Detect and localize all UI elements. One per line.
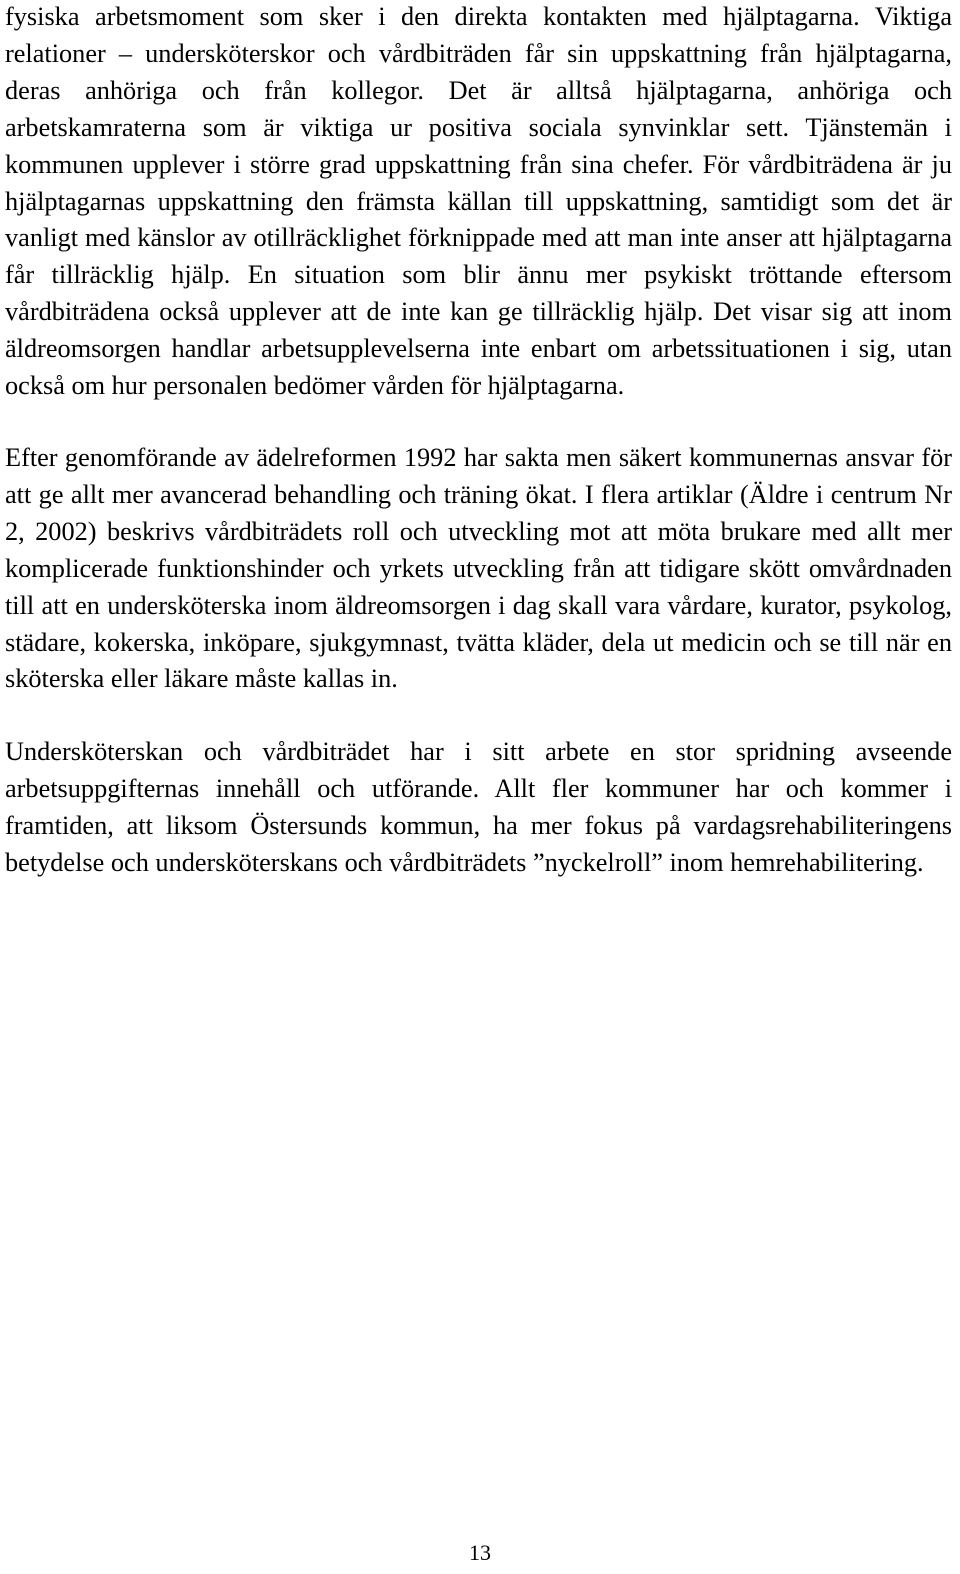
paragraph-2: Efter genomförande av ädelreformen 1992 har sakta men säkert kommunernas ansvar för att ge allt mer avancerad behandling och träning ökat. I flera artiklar (Äldre i centrum Nr 2, 2002) beskrivs vårdbiträdets roll och utveckling mot att möta brukare med allt mer komplicerade funktionshinder och yrkets utveckling från att tidigare skött omvårdnaden till att en undersköterska inom äldreomsorgen i dag skall vara vårdare, kurator, psykolog, städare, kokerska, inköpare, sjukgymnast, tvätta kläder, dela ut medicin och se till när en sköterska eller läkare måste kallas in.	[5, 442, 952, 694]
paragraph-1: fysiska arbetsmoment som sker i den direkta kontakten med hjälptagarna. Viktiga relationer – undersköterskor och vårdbiträden får sin uppskattning från hjälptagarna, deras anhöriga och från kollegor. Det är alltså hjälptagarna, anhöriga och arbetskamraterna som är viktiga ur positiva sociala synvinklar sett. Tjänstemän i kommunen upplever i större grad uppskattning från sina chefer. För vårdbiträdena är ju hjälptagarnas uppskattning den främsta källan till uppskattning, samtidigt som det är vanligt med känslor av otillräcklighet förknippade med att man inte anser att hjälptagarna får tillräcklig hjälp. En situation som blir ännu mer psykiskt tröttande eftersom vårdbiträdena också upplever att de inte kan ge tillräcklig hjälp. Det visar sig att inom äldreomsorgen handlar arbetsupplevelserna inte enbart om arbetssituationen i sig, utan också om hur personalen bedömer vården för hjälptagarna.	[5, 2, 952, 401]
paragraph-3: Undersköterskan och vårdbiträdet har i sitt arbete en stor spridning avseende arbetsuppgifternas innehåll och utförande. Allt fler kommuner har och kommer i framtiden, att liksom Östersunds kommun, ha mer fokus på vardagsrehabiliteringens betydelse och undersköterskans och vårdbiträdets ”nyckelroll” inom hemrehabilitering.	[5, 737, 952, 878]
page-number: 13	[469, 1540, 491, 1565]
page-body	[5, 0, 952, 882]
